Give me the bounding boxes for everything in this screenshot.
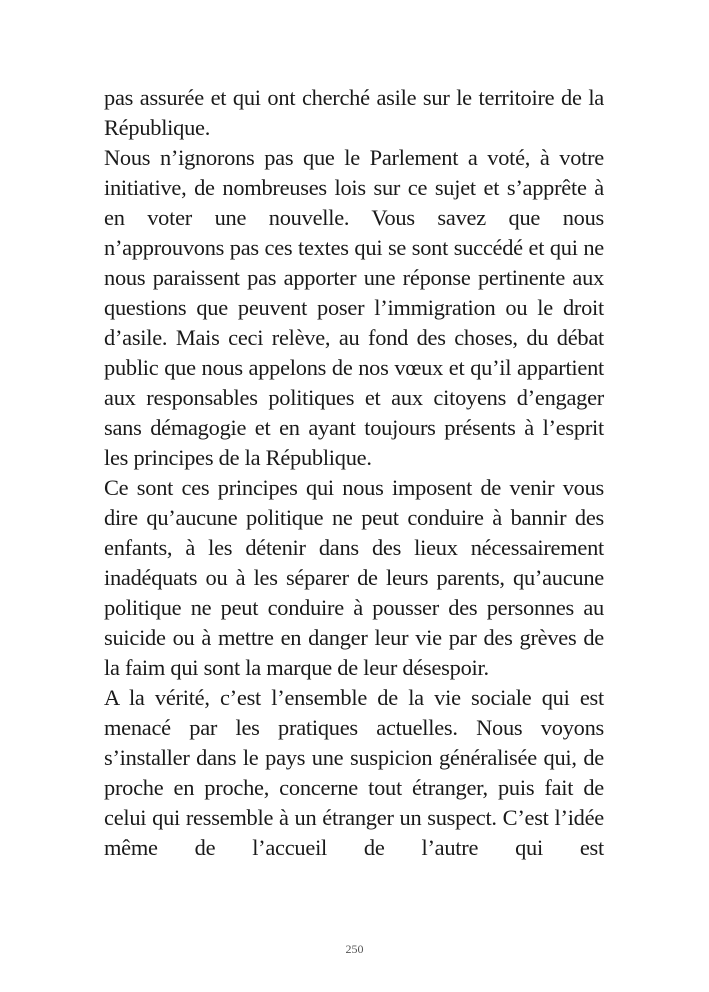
paragraph-4: A la vérité, c’est l’ensemble de la vie sociale qui est menacé par les pratiques actuelles. Nous voyons s’installer dans le pays une suspicion généralisée qui, de proche en proche, concerne tout étranger, puis fait de celui qui ressemble à un étranger un suspect. C’est l’idée même de l’accueil de l’autre qui est	[104, 685, 604, 860]
paragraph-2: Nous n’ignorons pas que le Parlement a voté, à votre initiative, de nombreuses lois sur ce sujet et s’apprête à en voter une nouvelle. Vous savez que nous n’approuvons pas ces textes qui se sont succédé et qui ne nous paraissent pas apporter une réponse pertinente aux questions que peuvent poser l’immigration ou le droit d’asile. Mais ceci relève, au fond des choses, du débat public que nous appelons de nos vœux et qu’il appartient aux responsables politiques et aux citoyens d’engager sans démagogie et en ayant toujours présents à l’esprit les principes de la République.	[104, 145, 604, 470]
paragraph-3: Ce sont ces principes qui nous imposent de venir vous dire qu’aucune politique ne peut conduire à bannir des enfants, à les détenir dans des lieux nécessairement inadéquats ou à les séparer de leurs parents, qu’aucune politique ne peut conduire à pousser des personnes au suicide ou à mettre en danger leur vie par des grèves de la faim qui sont la marque de leur désespoir.	[104, 475, 604, 680]
page-number: 250	[345, 942, 364, 956]
paragraph-1: pas assurée et qui ont cherché asile sur le territoire de la République.	[104, 85, 604, 140]
body-text	[104, 83, 604, 863]
